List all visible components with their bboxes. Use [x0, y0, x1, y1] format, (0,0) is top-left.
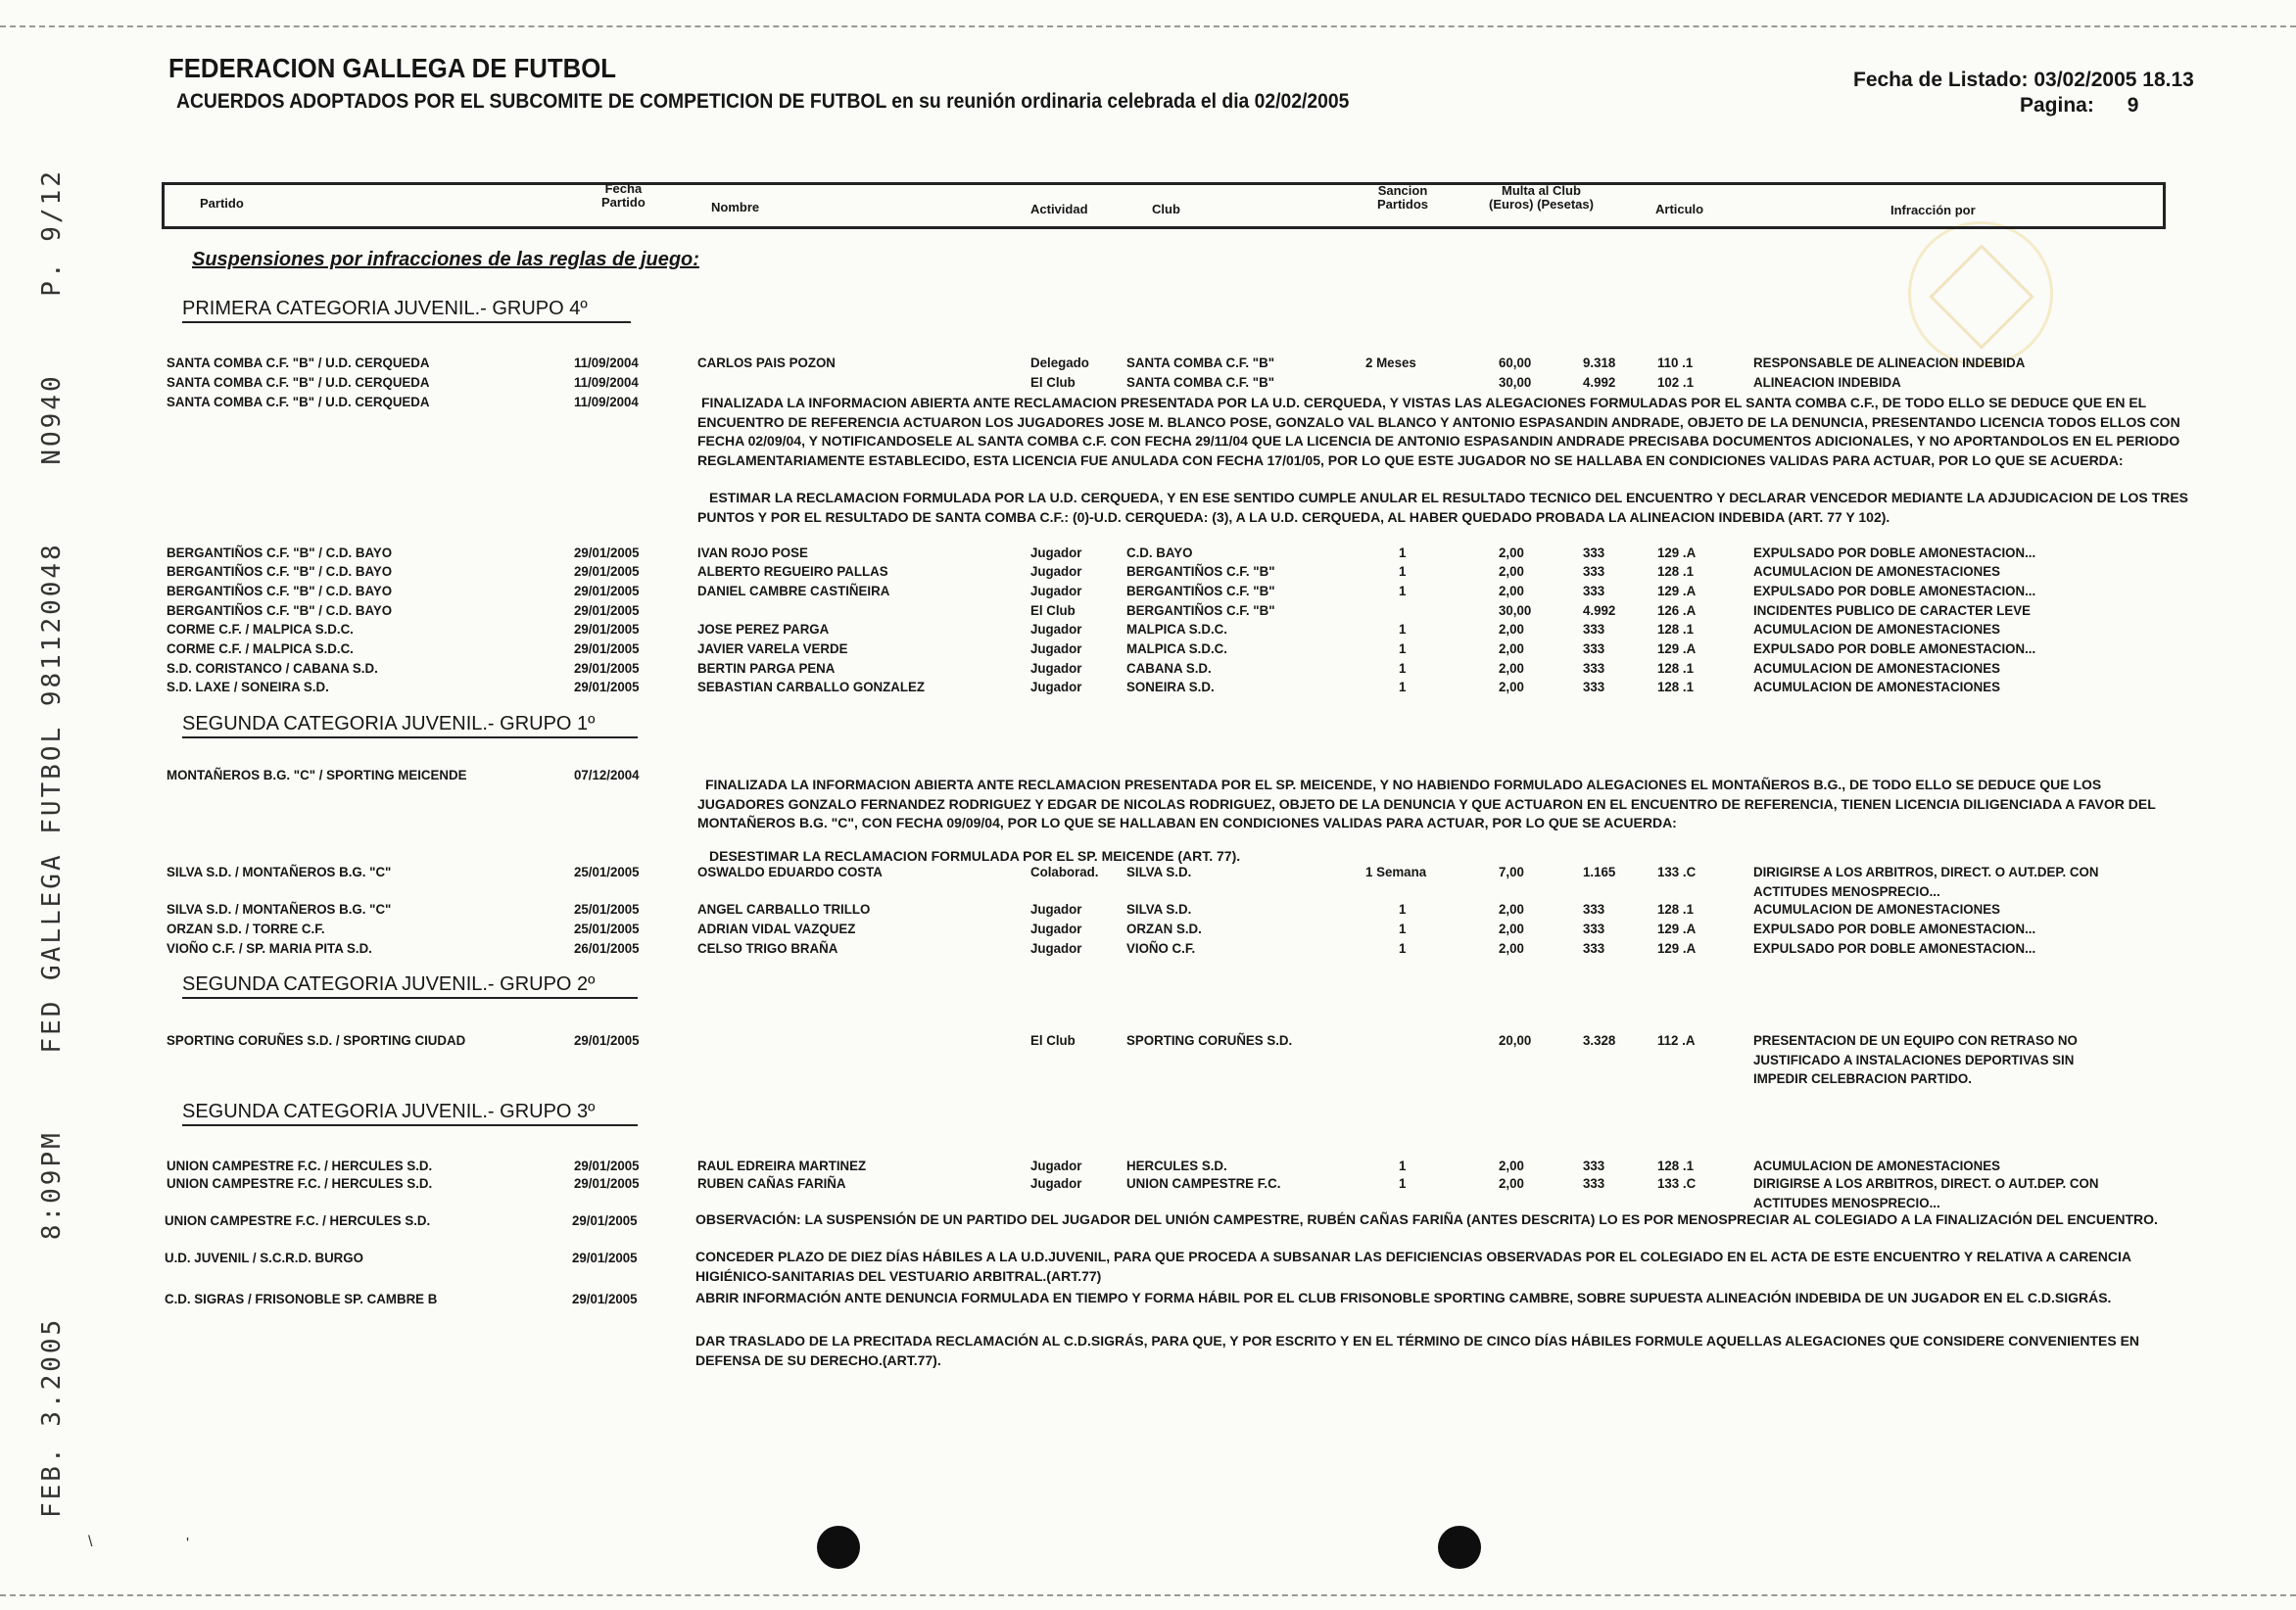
note-text: CONCEDER PLAZO DE DIEZ DÍAS HÁBILES A LA U.D.JUVENIL, PARA QUE PROCEDA A SUBSANAR LAS DEFICIENCIAS OBSERVADAS POR EL COLEGIADO EN EL ACTA DE ESTE ENCUENTRO Y RELATIVA A CARENCIA HIGIÉNICO-SANITARIAS DEL VESTUARIO ARBITRAL.(ART.77) — [695, 1249, 2131, 1284]
table-cell-infraccion: ACUMULACION DE AMONESTACIONES — [1753, 1158, 2000, 1173]
table-cell-nombre: CELSO TRIGO BRAÑA — [697, 940, 838, 956]
scan-speck: \ — [88, 1534, 93, 1550]
table-cell-infraccion: EXPULSADO POR DOBLE AMONESTACION... — [1753, 940, 2036, 956]
table-cell-nombre: IVAN ROJO POSE — [697, 545, 808, 560]
table-cell-nombre: DANIEL CAMBRE CASTIÑEIRA — [697, 583, 890, 598]
table-cell-euros: 2,00 — [1499, 621, 1524, 637]
table-cell-articulo: 128 .1 — [1657, 679, 1694, 694]
table-cell-fecha: 25/01/2005 — [574, 921, 640, 936]
resolution-agreement: DESESTIMAR LA RECLAMACION FORMULADA POR EL SP. MEICENDE (ART. 77). — [709, 848, 1241, 864]
note-partido: U.D. JUVENIL / S.C.R.D. BURGO — [165, 1250, 363, 1265]
table-cell-articulo: 129 .A — [1657, 545, 1697, 560]
table-cell-sancion: 1 — [1399, 545, 1407, 560]
table-cell-fecha: 29/01/2005 — [574, 1175, 640, 1191]
table-cell-club: HERCULES S.D. — [1126, 1158, 1227, 1173]
page-label: Pagina: — [2020, 94, 2094, 117]
table-cell-infraccion: RESPONSABLE DE ALINEACION INDEBIDA — [1753, 355, 2026, 370]
table-cell-nombre: OSWALDO EDUARDO COSTA — [697, 864, 883, 879]
col-sancion-line1: Sancion — [1377, 183, 1428, 198]
table-cell-fecha: 11/09/2004 — [574, 355, 639, 370]
table-cell-sancion: 1 — [1399, 563, 1407, 579]
table-cell-fecha: 29/01/2005 — [574, 1158, 640, 1173]
table-cell-club: MALPICA S.D.C. — [1126, 621, 1227, 637]
table-cell-articulo: 128 .1 — [1657, 563, 1694, 579]
table-cell-nombre: CARLOS PAIS POZON — [697, 355, 836, 370]
col-multa-line1: Multa al Club — [1502, 183, 1581, 198]
table-cell-club: ORZAN S.D. — [1126, 921, 1202, 936]
table-cell-partido: SILVA S.D. / MONTAÑEROS B.G. "C" — [167, 864, 392, 879]
table-cell-fecha: 11/09/2004 — [574, 394, 639, 409]
organization-title: FEDERACION GALLEGA DE FUTBOL — [168, 53, 616, 83]
table-cell-euros: 2,00 — [1499, 1175, 1524, 1191]
note-text: OBSERVACIÓN: LA SUSPENSIÓN DE UN PARTIDO DEL JUGADOR DEL UNIÓN CAMPESTRE, RUBÉN CAÑAS FARIÑA (ANTES DESCRITA) LO ES POR MENOSPRECIAR AL COLEGIADO A LA FINALIZACIÓN DEL ENCUENTRO. — [695, 1211, 2158, 1227]
group-title: SEGUNDA CATEGORIA JUVENIL.- GRUPO 3º — [182, 1101, 638, 1126]
table-cell-club: UNION CAMPESTRE F.C. — [1126, 1175, 1281, 1191]
table-cell-infraccion: ACUMULACION DE AMONESTACIONES — [1753, 621, 2000, 637]
table-cell-actividad: Jugador — [1030, 660, 1082, 676]
table-cell-partido: BERGANTIÑOS C.F. "B" / C.D. BAYO — [167, 545, 393, 560]
group-title: SEGUNDA CATEGORIA JUVENIL.- GRUPO 2º — [182, 973, 638, 999]
table-cell-club: SILVA S.D. — [1126, 864, 1192, 879]
table-cell-nombre: ALBERTO REGUEIRO PALLAS — [697, 563, 888, 579]
table-cell-articulo: 110 .1 — [1657, 355, 1694, 370]
table-cell-articulo: 129 .A — [1657, 921, 1697, 936]
table-cell-articulo: 129 .A — [1657, 940, 1697, 956]
table-cell-fecha: 29/01/2005 — [574, 602, 640, 618]
section-title: Suspensiones por infracciones de las reglas de juego: — [192, 249, 699, 270]
federation-seal-watermark — [1908, 221, 2053, 366]
table-cell-club: VIOÑO C.F. — [1126, 940, 1196, 956]
table-cell-fecha: 07/12/2004 — [574, 767, 640, 782]
col-club: Club — [1152, 202, 1180, 216]
group-title: SEGUNDA CATEGORIA JUVENIL.- GRUPO 1º — [182, 713, 638, 738]
col-articulo: Articulo — [1655, 202, 1704, 216]
table-cell-pesetas: 333 — [1583, 1158, 1605, 1173]
table-cell-euros: 30,00 — [1499, 602, 1532, 618]
col-infraccion: Infracción por — [1890, 203, 1976, 217]
note-fecha: 29/01/2005 — [572, 1212, 638, 1228]
fax-time: 8:09PM — [37, 1130, 67, 1241]
table-cell-infraccion: EXPULSADO POR DOBLE AMONESTACION... — [1753, 583, 2036, 598]
table-cell-pesetas: 333 — [1583, 921, 1605, 936]
table-cell-pesetas: 333 — [1583, 1175, 1605, 1191]
table-cell-fecha: 29/01/2005 — [574, 660, 640, 676]
table-cell-euros: 2,00 — [1499, 921, 1524, 936]
table-cell-articulo: 133 .C — [1657, 1175, 1697, 1191]
table-cell-pesetas: 333 — [1583, 940, 1605, 956]
table-cell-actividad: El Club — [1030, 602, 1076, 618]
table-cell-fecha: 29/01/2005 — [574, 679, 640, 694]
table-cell-partido: VIOÑO C.F. / SP. MARIA PITA S.D. — [167, 940, 372, 956]
table-cell-club: CABANA S.D. — [1126, 660, 1212, 676]
scan-edge-top — [0, 25, 2296, 27]
table-cell-nombre: BERTIN PARGA PENA — [697, 660, 836, 676]
table-cell-partido: SANTA COMBA C.F. "B" / U.D. CERQUEDA — [167, 394, 430, 409]
table-cell-actividad: Jugador — [1030, 545, 1082, 560]
resolution-text: FINALIZADA LA INFORMACION ABIERTA ANTE RECLAMACION PRESENTADA POR LA U.D. CERQUEDA, Y VISTAS LAS ALEGACIONES FORMULADAS POR EL SANTA COMBA C.F., DE TODO ELLO SE DEDUCE QUE EN EL ENCUENTRO DE REFERENCIA ACTUARON LOS JUGADORES JOSE M. BLANCO POSE, GONZALO VAL BLANCO Y ANTONIO ESPASANDIN ANDRADE, OBJETO DE LA DENUNCIA, PRESENTANDO LICENCIA TODOS ELLOS CON FECHA 02/09/04, Y NOTIFICANDOSELE AL SANTA COMBA C.F. CON FECHA 29/11/04 QUE LA LICENCIA DE ANTONIO ESPASANDIN ANDRADE PRECISABA DOCUMENTOS ADICIONALES, Y NO APORTANDOLOS EN EL PERIODO REGLAMENTARIAMENTE ESTABLECIDO, ESTA LICENCIA FUE ANULADA CON FECHA 17/01/05, POR LO QUE ESTE JUGADOR NO SE HALLABA EN CONDICIONES VALIDAS PARA ACTUAR, POR LO QUE SE ACUERDA: — [697, 395, 2180, 468]
table-cell-pesetas: 4.992 — [1583, 602, 1616, 618]
table-cell-articulo: 128 .1 — [1657, 660, 1694, 676]
table-cell-fecha: 11/09/2004 — [574, 374, 639, 390]
table-cell-euros: 2,00 — [1499, 940, 1524, 956]
table-cell-euros: 2,00 — [1499, 660, 1524, 676]
fax-date: FEB. 3.2005 — [37, 1316, 67, 1518]
table-cell-partido: CORME C.F. / MALPICA S.D.C. — [167, 640, 354, 656]
table-cell-pesetas: 333 — [1583, 660, 1605, 676]
table-cell-partido: UNION CAMPESTRE F.C. / HERCULES S.D. — [167, 1158, 433, 1173]
table-cell-pesetas: 333 — [1583, 563, 1605, 579]
table-cell-articulo: 112 .A — [1657, 1032, 1696, 1048]
table-cell-euros: 2,00 — [1499, 545, 1524, 560]
table-cell-euros: 2,00 — [1499, 563, 1524, 579]
table-cell-euros: 60,00 — [1499, 355, 1532, 370]
table-cell-euros: 2,00 — [1499, 679, 1524, 694]
table-cell-pesetas: 333 — [1583, 621, 1605, 637]
table-cell-sancion: 1 — [1399, 1158, 1407, 1173]
table-cell-sancion: 2 Meses — [1365, 355, 1416, 370]
note-partido: C.D. SIGRAS / FRISONOBLE SP. CAMBRE B — [165, 1291, 438, 1306]
table-cell-pesetas: 333 — [1583, 583, 1605, 598]
col-multa — [1489, 184, 1594, 212]
table-cell-pesetas: 333 — [1583, 679, 1605, 694]
col-pesetas: (Pesetas) — [1537, 197, 1594, 212]
col-fecha — [601, 182, 646, 210]
table-cell-infraccion: ALINEACION INDEBIDA — [1753, 374, 1901, 390]
table-cell-articulo: 129 .A — [1657, 640, 1697, 656]
table-cell-club: SONEIRA S.D. — [1126, 679, 1215, 694]
col-multa-line2 — [1489, 198, 1594, 212]
table-cell-euros: 7,00 — [1499, 864, 1524, 879]
fax-doc-number: NO940 — [37, 373, 67, 465]
table-cell-pesetas: 333 — [1583, 901, 1605, 917]
table-cell-nombre: ANGEL CARBALLO TRILLO — [697, 901, 871, 917]
table-cell-club: SANTA COMBA C.F. "B" — [1126, 374, 1275, 390]
table-cell-infraccion: ACUMULACION DE AMONESTACIONES — [1753, 660, 2000, 676]
table-cell-articulo: 128 .1 — [1657, 621, 1694, 637]
table-cell-partido: BERGANTIÑOS C.F. "B" / C.D. BAYO — [167, 563, 393, 579]
group-title: PRIMERA CATEGORIA JUVENIL.- GRUPO 4º — [182, 298, 631, 323]
col-actividad: Actividad — [1030, 202, 1088, 216]
fax-transmission-header — [37, 110, 67, 1518]
table-cell-euros: 2,00 — [1499, 583, 1524, 598]
scan-speck: ' — [186, 1536, 190, 1552]
page-number: 9 — [2127, 94, 2139, 117]
table-cell-infraccion-continued: ACTITUDES MENOSPRECIO... — [1753, 882, 1940, 899]
col-euros: (Euros) — [1489, 197, 1534, 212]
table-cell-sancion: 1 Semana — [1365, 864, 1427, 879]
table-cell-nombre: ADRIAN VIDAL VAZQUEZ — [697, 921, 856, 936]
table-cell-actividad: Delegado — [1030, 355, 1089, 370]
table-cell-articulo: 126 .A — [1657, 602, 1697, 618]
table-cell-infraccion: EXPULSADO POR DOBLE AMONESTACION... — [1753, 640, 2036, 656]
table-cell-actividad: El Club — [1030, 374, 1076, 390]
table-cell-pesetas: 333 — [1583, 545, 1605, 560]
table-cell-actividad: Jugador — [1030, 640, 1082, 656]
table-cell-infraccion-continued: ACTITUDES MENOSPRECIO... — [1753, 1194, 1940, 1210]
table-cell-infraccion-continued: IMPEDIR CELEBRACION PARTIDO. — [1753, 1070, 1972, 1087]
table-cell-actividad: Jugador — [1030, 583, 1082, 598]
table-cell-infraccion: DIRIGIRSE A LOS ARBITROS, DIRECT. O AUT.DEP. CON — [1753, 864, 2099, 879]
table-cell-club: BERGANTIÑOS C.F. "B" — [1126, 602, 1275, 618]
fax-page: P. 9/12 — [37, 168, 67, 297]
table-cell-infraccion: ACUMULACION DE AMONESTACIONES — [1753, 563, 2000, 579]
scan-edge-bottom — [0, 1594, 2296, 1596]
note-partido: UNION CAMPESTRE F.C. / HERCULES S.D. — [165, 1212, 431, 1228]
table-cell-euros: 2,00 — [1499, 901, 1524, 917]
table-cell-actividad: Jugador — [1030, 901, 1082, 917]
table-cell-pesetas: 1.165 — [1583, 864, 1616, 879]
table-cell-partido: S.D. LAXE / SONEIRA S.D. — [167, 679, 329, 694]
table-cell-club: BERGANTIÑOS C.F. "B" — [1126, 583, 1275, 598]
table-cell-fecha: 29/01/2005 — [574, 563, 640, 579]
table-cell-actividad: Jugador — [1030, 621, 1082, 637]
table-cell-fecha: 29/01/2005 — [574, 621, 640, 637]
table-cell-club: MALPICA S.D.C. — [1126, 640, 1227, 656]
table-cell-pesetas: 4.992 — [1583, 374, 1616, 390]
table-cell-articulo: 128 .1 — [1657, 901, 1694, 917]
table-cell-infraccion: INCIDENTES PUBLICO DE CARACTER LEVE — [1753, 602, 2032, 618]
table-cell-sancion: 1 — [1399, 1175, 1407, 1191]
table-cell-actividad: Jugador — [1030, 679, 1082, 694]
page-indicator — [2020, 94, 2138, 118]
col-partido: Partido — [200, 196, 244, 211]
table-cell-partido: UNION CAMPESTRE F.C. / HERCULES S.D. — [167, 1175, 433, 1191]
table-cell-partido: BERGANTIÑOS C.F. "B" / C.D. BAYO — [167, 602, 393, 618]
table-cell-nombre: RUBEN CAÑAS FARIÑA — [697, 1175, 846, 1191]
document-subtitle: ACUERDOS ADOPTADOS POR EL SUBCOMITE DE COMPETICION DE FUTBOL en su reunión ordinaria celebrada el dia 02/02/2005 — [176, 90, 1350, 113]
table-cell-fecha: 29/01/2005 — [574, 583, 640, 598]
punch-hole-right — [1438, 1526, 1481, 1569]
table-cell-actividad: Jugador — [1030, 563, 1082, 579]
note-fecha: 29/01/2005 — [572, 1250, 638, 1265]
table-cell-partido: SANTA COMBA C.F. "B" / U.D. CERQUEDA — [167, 355, 430, 370]
table-cell-partido: ORZAN S.D. / TORRE C.F. — [167, 921, 325, 936]
punch-hole-left — [817, 1526, 860, 1569]
table-cell-fecha: 29/01/2005 — [574, 640, 640, 656]
table-cell-partido: SANTA COMBA C.F. "B" / U.D. CERQUEDA — [167, 374, 430, 390]
col-sancion — [1377, 184, 1428, 212]
table-cell-sancion: 1 — [1399, 940, 1407, 956]
table-cell-pesetas: 333 — [1583, 640, 1605, 656]
col-fecha-line2: Partido — [601, 195, 646, 210]
table-cell-club: BERGANTIÑOS C.F. "B" — [1126, 563, 1275, 579]
table-cell-euros: 20,00 — [1499, 1032, 1532, 1048]
table-cell-partido: CORME C.F. / MALPICA S.D.C. — [167, 621, 354, 637]
fax-sender: FED GALLEGA FUTBOL 981120048 — [37, 542, 67, 1054]
table-cell-nombre: SEBASTIAN CARBALLO GONZALEZ — [697, 679, 926, 694]
table-cell-partido: MONTAÑEROS B.G. "C" / SPORTING MEICENDE — [167, 767, 467, 782]
table-cell-actividad: Jugador — [1030, 921, 1082, 936]
col-nombre: Nombre — [711, 200, 760, 214]
table-cell-euros: 30,00 — [1499, 374, 1532, 390]
table-cell-pesetas: 9.318 — [1583, 355, 1616, 370]
table-cell-partido: SPORTING CORUÑES S.D. / SPORTING CIUDAD — [167, 1032, 466, 1048]
resolution-text: FINALIZADA LA INFORMACION ABIERTA ANTE RECLAMACION PRESENTADA POR EL SP. MEICENDE, Y NO HABIENDO FORMULADO ALEGACIONES EL MONTAÑEROS B.G., DE TODO ELLO SE DEDUCE QUE LOS JUGADORES GONZALO FERNANDEZ RODRIGUEZ Y EDGAR DE NICOLAS RODRIGUEZ, OBJETO DE LA DENUNCIA Y QUE ACTUARON EN EL ENCUENTRO DE REFERENCIA, TIENEN LICENCIA DILIGENCIADA A FAVOR DEL MONTAÑEROS B.G. "C", CON FECHA 09/09/04, POR LO QUE SE HALLABAN EN CONDICIONES VALIDAS PARA ACTUAR, POR LO QUE SE ACUERDA: — [697, 777, 2156, 830]
table-cell-fecha: 25/01/2005 — [574, 864, 640, 879]
table-cell-sancion: 1 — [1399, 921, 1407, 936]
table-cell-articulo: 133 .C — [1657, 864, 1697, 879]
table-cell-sancion: 1 — [1399, 583, 1407, 598]
note-text: ABRIR INFORMACIÓN ANTE DENUNCIA FORMULADA EN TIEMPO Y FORMA HÁBIL POR EL CLUB FRISONOBLE SPORTING CAMBRE, SOBRE SUPUESTA ALINEACIÓN INDEBIDA DE UN JUGADOR EN EL C.D.SIGRÁS. — [695, 1290, 2112, 1305]
table-cell-sancion: 1 — [1399, 901, 1407, 917]
table-cell-euros: 2,00 — [1499, 1158, 1524, 1173]
table-cell-club: SPORTING CORUÑES S.D. — [1126, 1032, 1293, 1048]
table-cell-fecha: 29/01/2005 — [574, 1032, 640, 1048]
table-cell-sancion: 1 — [1399, 660, 1407, 676]
table-cell-infraccion: ACUMULACION DE AMONESTACIONES — [1753, 679, 2000, 694]
table-cell-sancion: 1 — [1399, 621, 1407, 637]
table-cell-nombre: RAUL EDREIRA MARTINEZ — [697, 1158, 867, 1173]
table-cell-partido: S.D. CORISTANCO / CABANA S.D. — [167, 660, 378, 676]
table-cell-articulo: 129 .A — [1657, 583, 1697, 598]
table-cell-sancion: 1 — [1399, 640, 1407, 656]
table-cell-infraccion-continued: JUSTIFICADO A INSTALACIONES DEPORTIVAS SIN — [1753, 1051, 2075, 1067]
table-cell-actividad: Jugador — [1030, 1158, 1082, 1173]
table-cell-nombre: JOSE PEREZ PARGA — [697, 621, 830, 637]
table-cell-club: SANTA COMBA C.F. "B" — [1126, 355, 1275, 370]
table-cell-club: SILVA S.D. — [1126, 901, 1192, 917]
table-cell-infraccion: DIRIGIRSE A LOS ARBITROS, DIRECT. O AUT.DEP. CON — [1753, 1175, 2099, 1191]
table-cell-sancion: 1 — [1399, 679, 1407, 694]
resolution-agreement: ESTIMAR LA RECLAMACION FORMULADA POR LA U.D. CERQUEDA, Y EN ESE SENTIDO CUMPLE ANULAR EL RESULTADO TECNICO DEL ENCUENTRO Y DECLARAR VENCEDOR MEDIANTE LA ADJUDICACION DE LOS TRES PUNTOS Y POR EL RESULTADO DE SANTA COMBA C.F.: (0)-U.D. CERQUEDA: (3), A LA U.D. CERQUEDA, AL HABER QUEDADO PROBADA LA ALINEACION INDEBIDA (ART. 77 Y 102). — [697, 490, 2188, 525]
listing-date: Fecha de Listado: 03/02/2005 18.13 — [1853, 69, 2194, 91]
table-cell-fecha: 25/01/2005 — [574, 901, 640, 917]
table-cell-club: C.D. BAYO — [1126, 545, 1193, 560]
table-cell-euros: 2,00 — [1499, 640, 1524, 656]
table-cell-actividad: Colaborad. — [1030, 864, 1099, 879]
col-fecha-line1: Fecha — [604, 181, 643, 196]
table-cell-infraccion: EXPULSADO POR DOBLE AMONESTACION... — [1753, 545, 2036, 560]
note-fecha: 29/01/2005 — [572, 1291, 638, 1306]
table-cell-infraccion: EXPULSADO POR DOBLE AMONESTACION... — [1753, 921, 2036, 936]
table-cell-nombre: JAVIER VARELA VERDE — [697, 640, 848, 656]
table-cell-actividad: Jugador — [1030, 1175, 1082, 1191]
table-cell-fecha: 29/01/2005 — [574, 545, 640, 560]
note-text-continued: DAR TRASLADO DE LA PRECITADA RECLAMACIÓN AL C.D.SIGRÁS, PARA QUE, Y POR ESCRITO Y EN EL TÉRMINO DE CINCO DÍAS HÁBILES FORMULE AQUELLAS ALEGACIONES QUE CONSIDERE CONVENIENTES EN DEFENSA DE SU DERECHO.(ART.77). — [695, 1333, 2140, 1368]
table-cell-partido: SILVA S.D. / MONTAÑEROS B.G. "C" — [167, 901, 392, 917]
col-sancion-line2: Partidos — [1377, 197, 1429, 212]
table-cell-articulo: 102 .1 — [1657, 374, 1694, 390]
table-cell-articulo: 128 .1 — [1657, 1158, 1694, 1173]
table-cell-actividad: El Club — [1030, 1032, 1076, 1048]
table-cell-infraccion: PRESENTACION DE UN EQUIPO CON RETRASO NO — [1753, 1032, 2078, 1048]
table-cell-infraccion: ACUMULACION DE AMONESTACIONES — [1753, 901, 2000, 917]
table-cell-partido: BERGANTIÑOS C.F. "B" / C.D. BAYO — [167, 583, 393, 598]
table-cell-pesetas: 3.328 — [1583, 1032, 1616, 1048]
table-cell-fecha: 26/01/2005 — [574, 940, 640, 956]
table-cell-actividad: Jugador — [1030, 940, 1082, 956]
